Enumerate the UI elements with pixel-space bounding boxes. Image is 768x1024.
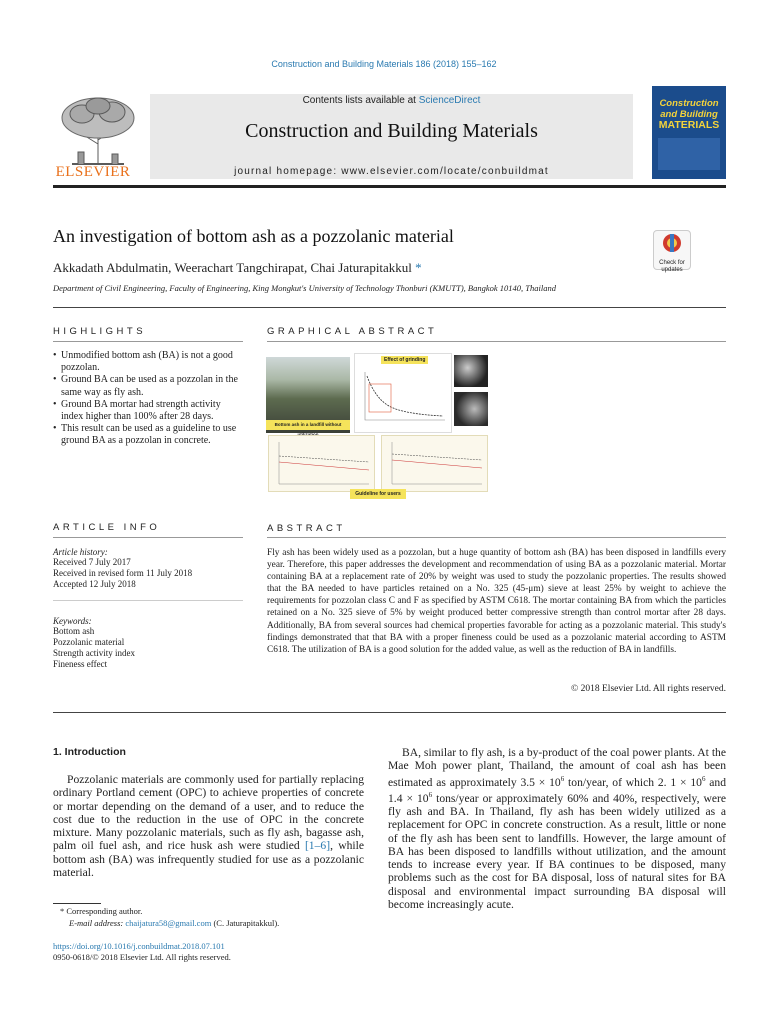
sem-image-2 [454, 392, 488, 426]
author-list [53, 260, 422, 276]
graphical-abstract-figure[interactable] [266, 350, 488, 502]
graphical-abstract-rule [267, 341, 726, 342]
article-info-heading: ARTICLE INFO [53, 522, 161, 533]
highlight-text: Ground BA can be used as a pozzolan in the same way as fly ash. [61, 374, 238, 398]
highlight-text: Unmodified bottom ash (BA) is not a good pozzolan. [61, 350, 233, 374]
info-divider [53, 600, 243, 601]
scatter-plot-icon [269, 436, 374, 491]
scatter-plot-icon [382, 436, 487, 491]
contents-prefix: Contents lists available at [302, 95, 419, 106]
title-rule [53, 307, 726, 308]
intro-paragraph-1 [53, 773, 364, 879]
keyword-item: Pozzolanic material [53, 637, 125, 647]
corresponding-author-mark[interactable]: * [415, 260, 422, 275]
para2-text: ton/year, of which 2. 1 × 10 [564, 775, 702, 789]
keywords-label: Keywords: [53, 616, 92, 626]
authors-text: Akkadath Abdulmatin, Weerachart Tangchirapat, Chai Jaturapitakkul [53, 260, 412, 275]
front-matter-rule [53, 712, 726, 713]
tree-icon [52, 94, 144, 166]
elsevier-logo [52, 94, 144, 182]
highlight-text: Ground BA mortar had strength activity index higher than 100% after 28 days. [61, 398, 221, 423]
journal-title: Construction and Building Materials [245, 120, 538, 142]
cover-line1: Construction [659, 98, 719, 109]
para2-text: BA, similar to fly ash, is a by-product of the coal power plants. At the Mae Moh power plant, Thailand, the amount of coal ash has been estimated as approximately 3.5 × 10 [388, 746, 726, 789]
para2-text: tons/year or approximately 60% and 40%, respectively, were fly ash and BA. In Thailand, fly ash has been widely utilized as a replacement for OPC in concrete construction. As a result, little or none of the fly ash has been sent to landfills. However, the large amount of BA has been disposed to landfills without utilization, and the amount tends to increase every year. If BA continues to be disposed, many problems such as the cost for BA disposal, loss of natural sites for BA disposal and environmental impact surrounding BA disposal will become increasingly acute. [388, 791, 726, 911]
guideline-tag: Guideline for users [350, 489, 406, 499]
footnote-mark: * [60, 906, 65, 916]
email-label: E-mail address: [69, 918, 124, 928]
list-item: • Unmodified bottom ash (BA) is not a good pozzolan. [53, 350, 243, 374]
corresponding-author-note [60, 906, 360, 917]
keywords [53, 616, 243, 670]
keyword-item: Bottom ash [53, 626, 95, 636]
para1-text-end: , while bottom ash (BA) was infrequently studied for use as a pozzolanic material. [53, 839, 364, 880]
abstract-copyright: © 2018 Elsevier Ltd. All rights reserved. [571, 684, 726, 694]
cover-line2: and Building [660, 109, 718, 120]
abstract-rule [267, 537, 726, 538]
list-item: • This result can be used as a guideline to use ground BA as a pozzolan in concrete. [53, 423, 243, 447]
highlights-list [53, 350, 243, 448]
journal-reference[interactable]: Construction and Building Materials 186 (2018) 155–162 [271, 59, 497, 69]
history-label: Article history: [53, 547, 108, 557]
publisher-name: ELSEVIER [55, 164, 131, 180]
keyword-item: Strength activity index [53, 648, 135, 658]
journal-homepage[interactable]: journal homepage: www.elsevier.com/locate/conbuildmat [234, 166, 549, 177]
list-item: • Ground BA can be used as a pozzolan in the same way as fly ash. [53, 374, 243, 398]
list-item: • Ground BA mortar had strength activity index higher than 100% after 28 days. [53, 399, 243, 423]
photo-caption: Bottom ash in a landfill without [266, 420, 350, 430]
chart-tag: Effect of grinding [381, 356, 428, 364]
history-received: Received 7 July 2017 [53, 557, 131, 567]
crossmark-label: Check for updates [659, 260, 685, 273]
grinding-curve-icon [355, 354, 451, 432]
section-heading-introduction: 1. Introduction [53, 746, 126, 758]
doi-link[interactable]: https://doi.org/10.1016/j.conbuildmat.2018.07.101 [53, 941, 225, 951]
history-accepted: Accepted 12 July 2018 [53, 579, 136, 589]
strength-chart-1 [268, 435, 375, 492]
grinding-chart [354, 353, 452, 433]
cover-line3: MATERIALS [658, 119, 720, 131]
article-history [53, 547, 243, 590]
header-rule [53, 185, 726, 188]
highlight-text: This result can be used as a guideline to use ground BA as a pozzolan in concrete. [61, 423, 237, 447]
article-info-rule [53, 537, 243, 538]
exponent: 6 [701, 774, 706, 783]
affiliation: Department of Civil Engineering, Faculty of Engineering, King Mongkut's University of Technology Thonburi (KMUTT), Bangkok 10140, Thailand [53, 283, 556, 293]
email-note [69, 918, 369, 929]
abstract-heading: ABSTRACT [267, 523, 346, 534]
intro-paragraph-2 [388, 746, 726, 911]
crossmark-icon [654, 231, 690, 255]
para1-text: Pozzolanic materials are commonly used for partially replacing ordinary Portland cement (OPC) to achieve properties of concrete or mortar depending on the demand of a user, and to reduce the cost due to the reduction in the use of OPC in the concrete mixture. Many pozzolanic materials, such as fly ash, bagasse ash, palm oil fuel ash, and rice husk ash were studied [53, 773, 364, 853]
sciencedirect-link[interactable]: ScienceDirect [418, 95, 481, 106]
highlights-rule [53, 341, 243, 342]
contents-available [150, 95, 633, 106]
exponent: 6 [428, 790, 433, 799]
graphical-abstract-heading: GRAPHICAL ABSTRACT [267, 326, 438, 337]
para2-text: and 1.4 × 10 [388, 775, 727, 805]
strength-chart-2 [381, 435, 488, 492]
history-revised: Received in revised form 11 July 2018 [53, 568, 193, 578]
email-link[interactable]: chaijatura58@gmail.com [125, 918, 212, 928]
footnote-rule [53, 903, 101, 904]
cover-artwork [658, 138, 720, 170]
footnote-text: Corresponding author. [66, 906, 143, 916]
article-title: An investigation of bottom ash as a pozzolanic material [53, 226, 454, 246]
keyword-item: Fineness effect [53, 659, 108, 669]
issn-copyright: 0950-0618/© 2018 Elsevier Ltd. All rights reserved. [53, 952, 231, 962]
journal-cover-thumbnail[interactable] [652, 86, 726, 179]
highlights-heading: HIGHLIGHTS [53, 326, 147, 337]
check-for-updates-button[interactable] [653, 230, 691, 273]
abstract-text: Fly ash has been widely used as a pozzolan, but a huge quantity of bottom ash (BA) has been disposed in landfills every year. Therefore, this paper addresses the development and recommendation of using BA as a pozzolanic material. Mortar containing BA at a replacement rate of 20% by weight was used to study the pozzolanic properties. The results showed that the BA needed to have particles retained on a No. 325 (45-μm) sieve at least 25% by weight to achieve the requirements for pozzolan class C and F as specified by ASTM C618. The mortar containing BA from which the particles retained on a No. 325 sieve of 5% by weight produced better compressive strength than control mortar after 28 days. Additionally, BA from several sources had chemical properties favorable for acting as a pozzolanic material. This study's findings demonstrated that that BA with a proper fineness could be used as a pozzolanic material according to ASTM C618. The utilization of BA is a good solution for the added value, as well as the reduction of BA in landfills. [267, 548, 726, 655]
email-owner: (C. Jaturapitakkul). [213, 918, 280, 928]
sem-image-1 [454, 355, 488, 387]
exponent: 6 [560, 774, 565, 783]
citation-link[interactable]: [1–6] [304, 839, 331, 853]
